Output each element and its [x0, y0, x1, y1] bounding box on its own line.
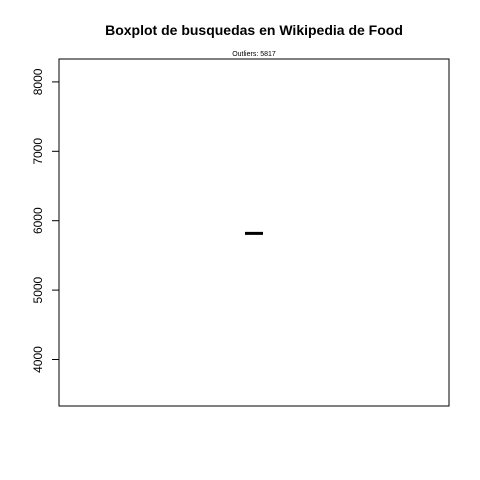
chart-subtitle: Outliers: 5817	[232, 51, 276, 58]
y-tick-label: 7000	[31, 137, 45, 165]
chart-title: Boxplot de busquedas en Wikipedia de Food	[105, 22, 403, 38]
y-tick-label: 4000	[31, 346, 45, 373]
y-axis	[31, 68, 59, 373]
y-tick-label: 5000	[31, 276, 45, 304]
y-tick-label: 6000	[31, 207, 45, 235]
y-tick-label: 8000	[31, 68, 45, 96]
